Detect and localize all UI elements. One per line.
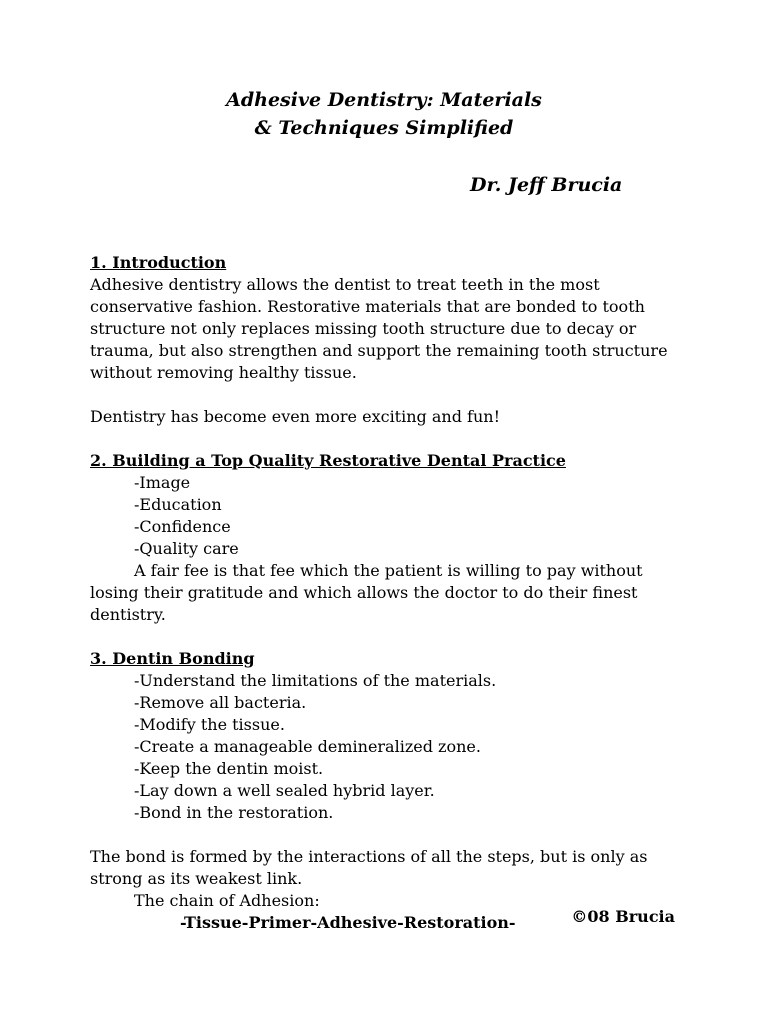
chain-of-adhesion: -Tissue-Primer-Adhesive-Restoration- xyxy=(180,913,516,932)
fair-fee-paragraph: A fair fee is that fee which the patient is willing to pay without losing their gratitude and which allows the doctor to do their finest dentistry. xyxy=(90,561,643,624)
list-item: -Image xyxy=(134,473,191,492)
list-item: -Understand the limitations of the materials. xyxy=(134,671,497,690)
chain-label: The chain of Adhesion: xyxy=(134,891,320,910)
section-heading-practice: 2. Building a Top Quality Restorative Dental Practice xyxy=(90,451,566,470)
list-item: -Bond in the restoration. xyxy=(134,803,334,822)
intro-paragraph-fun: Dentistry has become even more exciting and fun! xyxy=(90,407,500,426)
bond-paragraph: The bond is formed by the interactions of all the steps, but is only as strong as its weakest link. xyxy=(90,847,648,888)
section-heading-introduction: 1. Introduction xyxy=(90,253,227,272)
list-item: -Keep the dentin moist. xyxy=(134,759,324,778)
list-item: -Quality care xyxy=(134,539,239,558)
document-body xyxy=(90,252,690,934)
copyright-notice: ©08 Brucia xyxy=(571,907,675,926)
author-name: Dr. Jeff Brucia xyxy=(470,174,623,196)
list-item: -Education xyxy=(134,495,222,514)
list-item: -Create a manageable demineralized zone. xyxy=(134,737,481,756)
list-item: -Modify the tissue. xyxy=(134,715,285,734)
document-title-line-2: & Techniques Simplified xyxy=(254,117,514,139)
section-heading-dentin-bonding: 3. Dentin Bonding xyxy=(90,649,255,668)
list-item: -Lay down a well sealed hybrid layer. xyxy=(134,781,435,800)
intro-paragraph: Adhesive dentistry allows the dentist to treat teeth in the most conservative fashion. Restorative materials that are bonded to tooth structure not only replaces missing tooth structure due to decay or trauma, but also strengthen and support the remaining tooth structure without removing healthy tissue. xyxy=(90,275,668,382)
list-item: -Confidence xyxy=(134,517,231,536)
document-title-line-1: Adhesive Dentistry: Materials xyxy=(226,89,542,111)
list-item: -Remove all bacteria. xyxy=(134,693,307,712)
